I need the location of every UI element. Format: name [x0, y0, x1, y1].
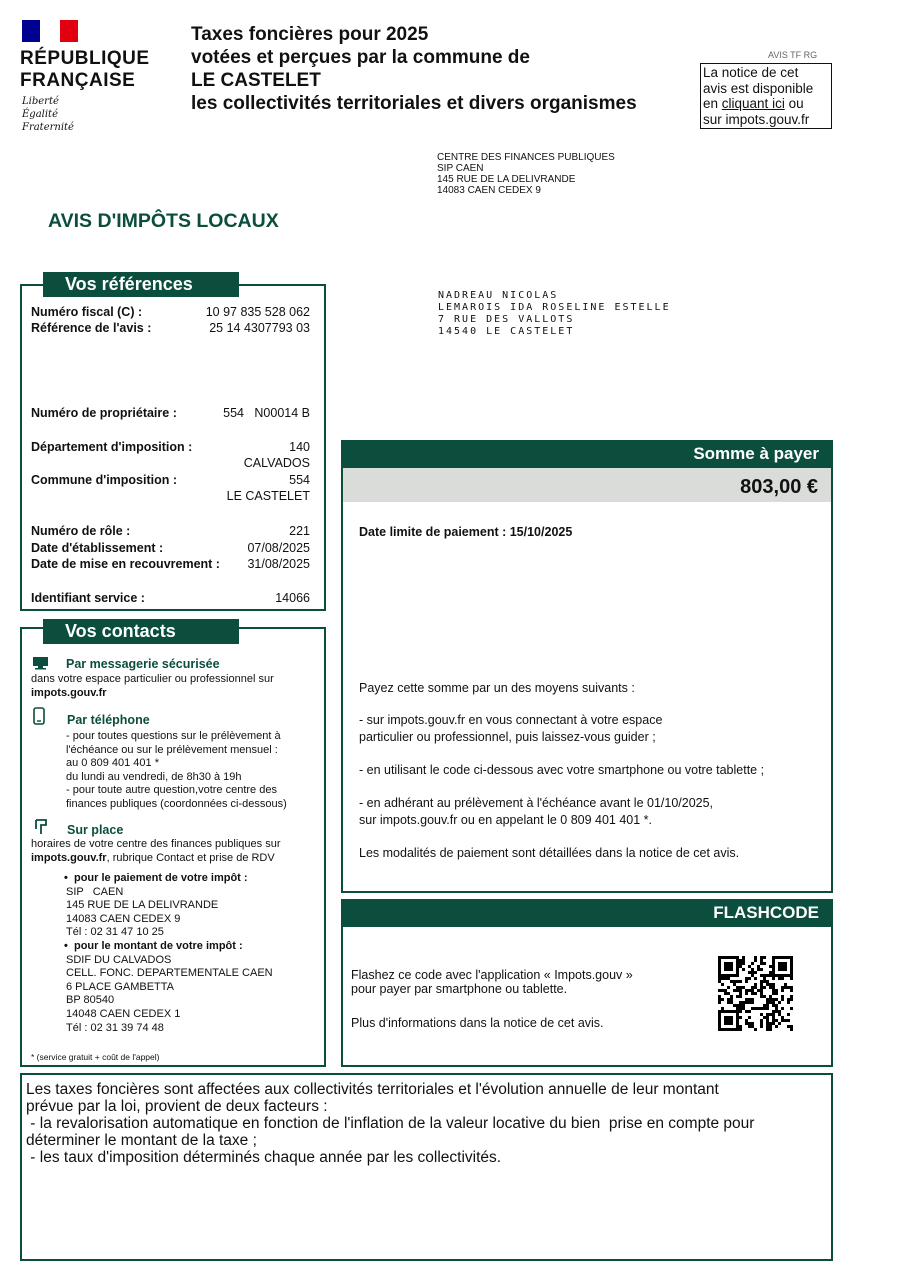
montant-line4: BP 80540: [66, 994, 115, 1007]
recipient-address: [438, 290, 671, 338]
payment-instructions: [359, 680, 764, 862]
etablissement-value: 07/08/2025: [247, 541, 310, 555]
pay-line2a: - sur impots.gouv.fr en vous connectant à votre espace: [359, 713, 663, 727]
telephone-title: Par téléphone: [67, 713, 150, 727]
header-line1: Taxes foncières pour 2025: [191, 24, 429, 45]
recipient-line3: 7 RUE DES VALLOTS: [438, 314, 575, 325]
messagerie-title: Par messagerie sécurisée: [66, 657, 220, 671]
flashcode-line2: pour payer par smartphone ou tablette.: [351, 982, 568, 996]
etablissement-label: Date d'établissement :: [31, 541, 164, 555]
logo-motto-3: Fraternité: [22, 122, 74, 133]
commune-label: Commune d'imposition :: [31, 473, 178, 487]
info-line3: - la revalorisation automatique en fonction de l'inflation de la valeur locative du bien prise en compte pour: [26, 1115, 755, 1132]
qr-code-icon[interactable]: [718, 956, 793, 1031]
reference-avis-value: 25 14 4307793 03: [209, 321, 310, 335]
notice-line3-pre: en: [703, 96, 722, 111]
commune-value-code: 554: [289, 473, 310, 487]
contacts-title: Vos contacts: [43, 619, 239, 644]
departement-value-code: 140: [289, 440, 310, 454]
info-text: [26, 1081, 754, 1166]
pay-line2b: particulier ou professionnel, puis laissez-vous guider ;: [359, 730, 656, 744]
recipient-line4: 14540 LE CASTELET: [438, 326, 575, 337]
notice-line3-post: ou: [784, 96, 804, 111]
recouvrement-value: 31/08/2025: [247, 557, 310, 571]
montant-line6: Tél : 02 31 39 74 48: [66, 1021, 164, 1034]
role-label: Numéro de rôle :: [31, 524, 131, 538]
recipient-line2: LEMAROIS IDA ROSELINE ESTELLE: [438, 302, 671, 313]
paiement-block: [66, 872, 273, 1035]
pay-line4b: sur impots.gouv.fr ou en appelant le 0 809 401 401 *.: [359, 813, 653, 827]
pay-line4a: - en adhérant au prélèvement à l'échéance avant le 01/10/2025,: [359, 796, 714, 810]
info-line4: déterminer le montant de la taxe ;: [26, 1132, 257, 1149]
flashcode-line3: Plus d'informations dans la notice de cet avis.: [351, 1016, 604, 1030]
marianne-flag-icon: [22, 20, 78, 42]
proprietaire-label: Numéro de propriétaire :: [31, 406, 177, 420]
reference-avis-label: Référence de l'avis :: [31, 321, 152, 335]
montant-title: • pour le montant de votre impôt :: [64, 939, 243, 952]
tel-line3: au 0 809 401 401 *: [66, 757, 159, 769]
montant-line2: CELL. FONC. DEPARTEMENTALE CAEN: [66, 967, 273, 980]
numero-fiscal-value: 10 97 835 528 062: [205, 305, 310, 319]
service-label: Identifiant service :: [31, 591, 145, 605]
paiement-title: • pour le paiement de votre impôt :: [64, 872, 248, 884]
montant-line1: SDIF DU CALVADOS: [66, 953, 172, 966]
commune-value-name: LE CASTELET: [226, 489, 310, 503]
tel-line1: - pour toutes questions sur le prélèvement à: [66, 730, 281, 742]
place-line2: [31, 852, 275, 866]
notice-code: AVIS TF RG: [768, 50, 818, 60]
paiement-line1: SIP CAEN: [66, 885, 124, 898]
recouvrement-label: Date de mise en recouvrement :: [31, 557, 220, 571]
sender-line4: 14083 CAEN CEDEX 9: [437, 185, 541, 196]
info-line2: prévue par la loi, provient de deux facteurs :: [26, 1098, 328, 1115]
header-line2: votées et perçues par la commune de: [191, 47, 530, 68]
montant-title-text: pour le montant de votre impôt :: [73, 939, 243, 952]
references-title: Vos références: [43, 272, 239, 297]
republique-logo: [20, 20, 152, 136]
flashcode-header: FLASHCODE: [341, 899, 833, 927]
amount-value: 803,00 €: [740, 476, 818, 498]
notice-line3: [703, 96, 829, 112]
notice-line1: La notice de cet: [703, 65, 799, 80]
flashcode-line1: Flashez ce code avec l'application « Impots.gouv »: [351, 968, 633, 982]
place-link[interactable]: impots.gouv.fr: [31, 852, 107, 864]
logo-line1: RÉPUBLIQUE: [20, 48, 150, 69]
telephone-details: [66, 730, 287, 811]
contacts-footnote: * (service gratuit + coût de l'appel): [31, 1052, 160, 1062]
notice-line4: sur impots.gouv.fr: [703, 111, 810, 127]
messagerie-link[interactable]: impots.gouv.fr: [31, 687, 107, 699]
paiement-line3: 14083 CAEN CEDEX 9: [66, 912, 181, 925]
sender-line2: SIP CAEN: [437, 163, 484, 174]
computer-icon: [32, 656, 49, 670]
departement-label: Département d'imposition :: [31, 440, 193, 454]
sender-line1: CENTRE DES FINANCES PUBLIQUES: [437, 152, 615, 163]
location-icon: [33, 819, 49, 835]
place-line2-rest: , rubrique Contact et prise de RDV: [106, 852, 275, 864]
logo-line2: FRANÇAISE: [20, 70, 136, 91]
notice-box: [700, 63, 832, 129]
montant-line3: 6 PLACE GAMBETTA: [66, 980, 174, 993]
notice-line2: avis est disponible: [703, 80, 814, 96]
logo-motto-1: Liberté: [22, 96, 59, 107]
paiement-line4: Tél : 02 31 47 10 25: [66, 926, 164, 939]
paiement-title-text: pour le paiement de votre impôt :: [73, 872, 248, 884]
messagerie-text: dans votre espace particulier ou professionnel sur: [31, 673, 274, 685]
service-value: 14066: [275, 591, 310, 605]
sender-address: [437, 152, 615, 196]
place-line1: horaires de votre centre des finances publiques sur: [31, 838, 281, 850]
recipient-line1: NADREAU NICOLAS: [438, 290, 559, 301]
montant-line5: 14048 CAEN CEDEX 1: [66, 1007, 181, 1020]
place-title: Sur place: [67, 823, 124, 837]
departement-value-name: CALVADOS: [243, 456, 310, 470]
tel-line6: finances publiques (coordonnées ci-dessous): [66, 797, 287, 810]
notice-link[interactable]: cliquant ici: [721, 96, 785, 111]
role-value: 221: [289, 524, 310, 538]
paiement-line2: 145 RUE DE LA DELIVRANDE: [66, 899, 219, 912]
tel-line2: l'échéance ou sur le prélèvement mensuel :: [66, 743, 278, 756]
header-line3: LE CASTELET: [191, 70, 321, 91]
header-line4: les collectivités territoriales et divers organismes: [191, 93, 637, 114]
sender-line3: 145 RUE DE LA DELIVRANDE: [437, 174, 576, 185]
info-line5: - les taux d'imposition déterminés chaque année par les collectivités.: [26, 1149, 502, 1166]
doc-title: AVIS D'IMPÔTS LOCAUX: [48, 210, 279, 232]
pay-line5: Les modalités de paiement sont détaillées dans la notice de cet avis.: [359, 846, 740, 860]
tel-line5: - pour toute autre question,votre centre des: [66, 784, 277, 796]
info-line1: Les taxes foncières sont affectées aux collectivités territoriales et l'évolution annuelle de leur montant: [26, 1081, 719, 1098]
logo-motto-2: Égalité: [22, 109, 58, 120]
payment-deadline: Date limite de paiement : 15/10/2025: [359, 525, 573, 539]
payment-header: Somme à payer: [341, 440, 833, 468]
flashcode-text: [351, 968, 633, 1030]
phone-icon: [33, 707, 45, 725]
pay-line1: Payez cette somme par un des moyens suivants :: [359, 681, 635, 695]
header-title: [191, 23, 637, 115]
tel-line4: du lundi au vendredi, de 8h30 à 19h: [66, 770, 242, 783]
proprietaire-value: 554 N00014 B: [223, 406, 310, 420]
numero-fiscal-label: Numéro fiscal (C) :: [31, 305, 143, 319]
pay-line3: - en utilisant le code ci-dessous avec votre smartphone ou votre tablette ;: [359, 763, 765, 777]
